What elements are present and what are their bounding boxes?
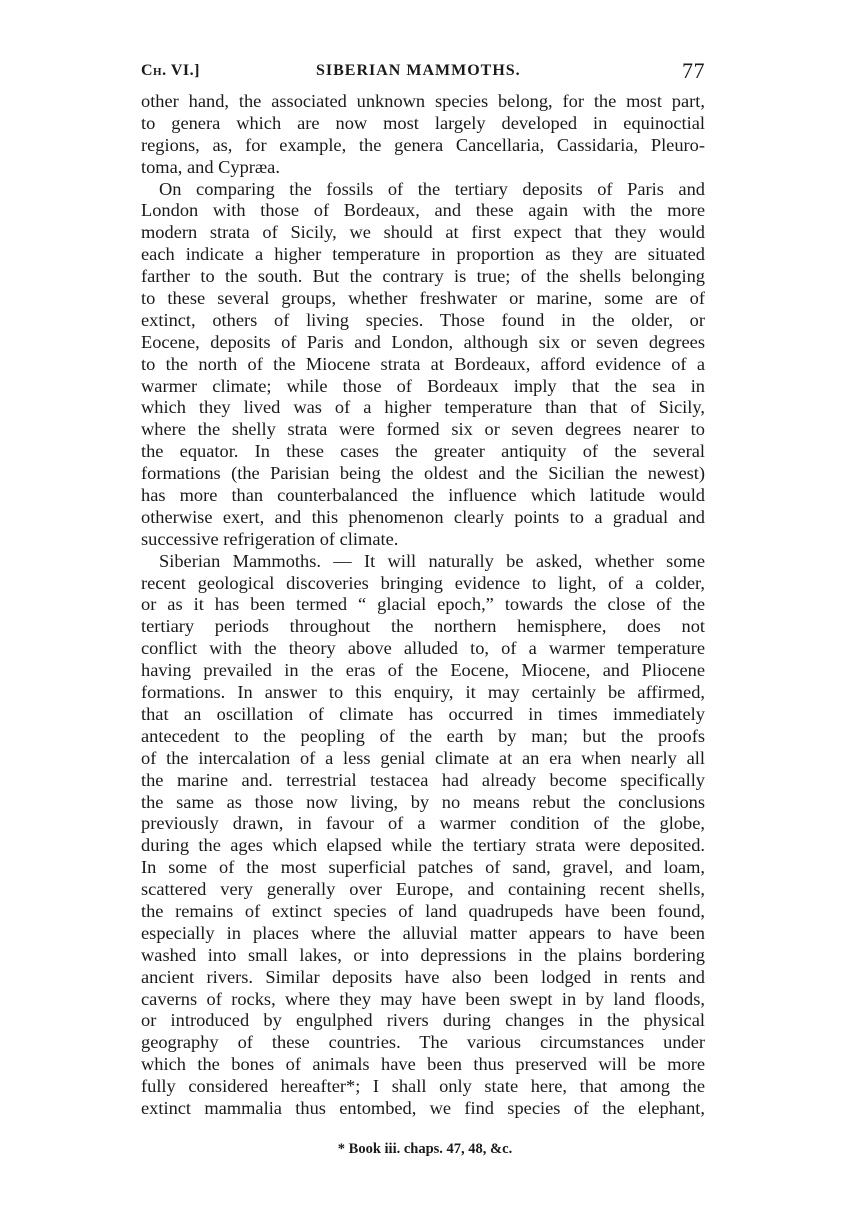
text-line: farther to the south. But the contrary is true; of the shells belonging xyxy=(141,266,705,287)
text-line: washed into small lakes, or into depressions in the plains bordering xyxy=(141,944,705,965)
text-line: to genera which are now most largely developed in equinoctial xyxy=(141,112,705,133)
text-line: the marine and. terrestrial testacea had already become specifically xyxy=(141,769,705,790)
text-line: modern strata of Sicily, we should at first expect that they would xyxy=(141,222,705,243)
text-line: especially in places where the alluvial matter appears to have been xyxy=(141,922,705,943)
text-line: London with those of Bordeaux, and these again with the more xyxy=(141,200,705,221)
text-line: toma, and Cypræa. xyxy=(141,156,280,177)
text-line: or as it has been termed “ glacial epoch,” towards the close of the xyxy=(141,594,705,615)
text-line: tertiary periods throughout the northern hemisphere, does not xyxy=(141,616,705,637)
text-line: recent geological discoveries bringing evidence to light, of a colder, xyxy=(141,572,705,593)
text-line: geography of these countries. The various circumstances under xyxy=(141,1032,705,1053)
text-line: during the ages which elapsed while the tertiary strata were deposited. xyxy=(141,835,705,856)
text-line: On comparing the fossils of the tertiary deposits of Paris and xyxy=(159,178,705,199)
text-line: regions, as, for example, the genera Cancellaria, Cassidaria, Pleuro- xyxy=(141,134,705,155)
text-line: Siberian Mammoths. — It will naturally be asked, whether some xyxy=(159,550,705,571)
footnote-text: * Book iii. chaps. 47, 48, &c. xyxy=(337,1141,513,1157)
running-head xyxy=(141,58,705,88)
text-line: caverns of rocks, where they may have been swept in by land floods, xyxy=(141,988,705,1009)
text-line: formations. In answer to this enquiry, it may certainly be affirmed, xyxy=(141,682,705,703)
text-line: warmer climate; while those of Bordeaux imply that the sea in xyxy=(141,375,705,396)
text-line: the equator. In these cases the greater antiquity of the several xyxy=(141,441,705,462)
text-line: previously drawn, in favour of a warmer condition of the globe, xyxy=(141,813,705,834)
text-line: formations (the Parisian being the oldest and the Sicilian the newest) xyxy=(141,463,705,484)
page-number: 77 xyxy=(682,58,705,83)
text-line: ancient rivers. Similar deposits have also been lodged in rents and xyxy=(141,966,705,987)
text-line: having prevailed in the eras of the Eocene, Miocene, and Pliocene xyxy=(141,660,705,681)
text-line: scattered very generally over Europe, and containing recent shells, xyxy=(141,879,705,900)
text-line: which the bones of animals have been thus preserved will be more xyxy=(141,1054,705,1075)
text-line: conflict with the theory above alluded to, of a warmer temperature xyxy=(141,638,705,659)
text-line: of the intercalation of a less genial climate at an era when nearly all xyxy=(141,747,705,768)
text-line: which they lived was of a higher temperature than that of Sicily, xyxy=(141,397,705,418)
page-title: SIBERIAN MAMMOTHS. xyxy=(316,62,521,79)
text-line: successive refrigeration of climate. xyxy=(141,528,399,549)
text-line: other hand, the associated unknown species belong, for the most part, xyxy=(141,91,705,111)
text-line: that an oscillation of climate has occurred in times immediately xyxy=(141,703,705,724)
text-line: to the north of the Miocene strata at Bordeaux, afford evidence of a xyxy=(141,353,705,374)
text-line: In some of the most superficial patches of sand, gravel, and loam, xyxy=(141,857,705,878)
text-line: antecedent to the peopling of the earth by man; but the proofs xyxy=(141,725,705,746)
text-line: each indicate a higher temperature in proportion as they are situated xyxy=(141,244,705,265)
text-line: the remains of extinct species of land quadrupeds have been found, xyxy=(141,900,705,921)
footnote xyxy=(0,1141,850,1158)
body-text xyxy=(141,91,705,1120)
text-line: to these several groups, whether freshwater or marine, some are of xyxy=(141,288,705,309)
text-line: Eocene, deposits of Paris and London, although six or seven degrees xyxy=(141,331,705,352)
text-line: or introduced by engulphed rivers during changes in the physical xyxy=(141,1010,705,1031)
text-line: extinct mammalia thus entombed, we find species of the elephant, xyxy=(141,1097,705,1118)
text-line: has more than counterbalanced the influence which latitude would xyxy=(141,485,705,506)
text-line: extinct, others of living species. Those found in the older, or xyxy=(141,309,705,330)
text-line: otherwise exert, and this phenomenon clearly points to a gradual and xyxy=(141,506,705,527)
text-line: the same as those now living, by no means rebut the conclusions xyxy=(141,791,705,812)
chapter-label: Ch. VI.] xyxy=(141,62,200,79)
text-line: where the shelly strata were formed six or seven degrees nearer to xyxy=(141,419,705,440)
text-line: fully considered hereafter*; I shall only state here, that among the xyxy=(141,1076,705,1097)
